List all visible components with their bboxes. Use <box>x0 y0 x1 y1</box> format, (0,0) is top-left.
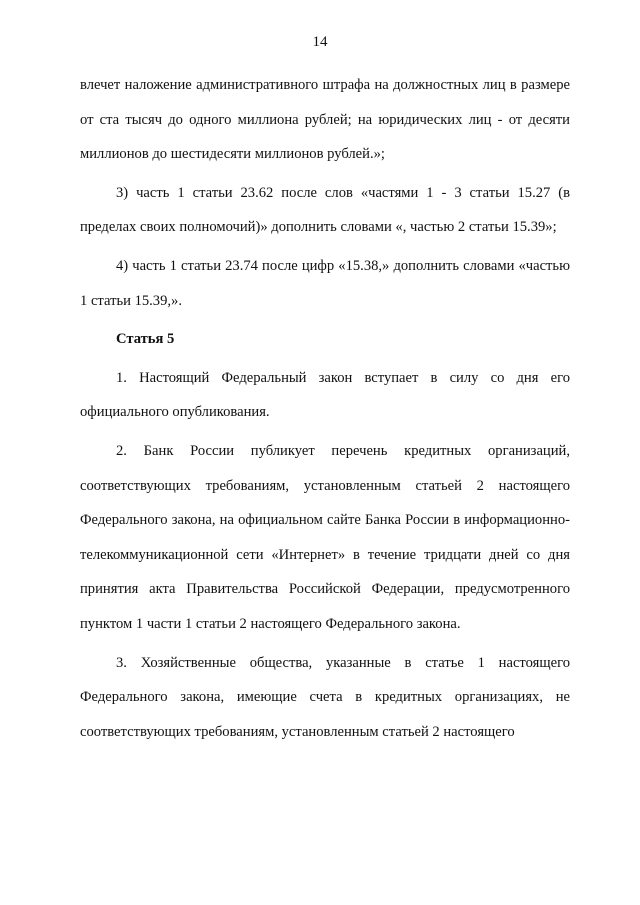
article-paragraph-3: 3. Хозяйственные общества, указанные в статье 1 настоящего Федерального закона, имеющие счета в кредитных организациях, не соответствующих требованиям, установленным статьей 2 настоящего <box>80 654 570 740</box>
paragraph-penalty-continuation: влечет наложение административного штрафа на должностных лиц в размере от ста тысяч до одного миллиона рублей; на юридических лиц - от десяти миллионов до шестидесяти миллионов рублей.»; <box>80 77 570 163</box>
page-number: 14 <box>312 34 328 50</box>
document-body <box>80 68 570 749</box>
article-heading: Статья 5 <box>116 331 175 348</box>
paragraph-item-4: 4) часть 1 статьи 23.74 после цифр «15.38,» дополнить словами «частью 1 статьи 15.39,». <box>80 257 570 309</box>
article-paragraph-1: 1. Настоящий Федеральный закон вступает в силу со дня его официального опубликования. <box>80 369 570 421</box>
paragraph-item-3: 3) часть 1 статьи 23.62 после слов «частями 1 - 3 статьи 15.27 (в пределах своих полномочий)» дополнить словами «, частью 2 статьи 15.39»; <box>80 184 570 236</box>
article-paragraph-2: 2. Банк России публикует перечень кредитных организаций, соответствующих требованиям, установленным статьей 2 настоящего Федерального закона, на официальном сайте Банка России в информационно-телекоммуникационной сети «Интернет» в течение тридцати дней со дня принятия акта Правительства Российской Федерации, предусмотренного пунктом 1 части 1 статьи 2 настоящего Федерального закона. <box>80 442 570 632</box>
